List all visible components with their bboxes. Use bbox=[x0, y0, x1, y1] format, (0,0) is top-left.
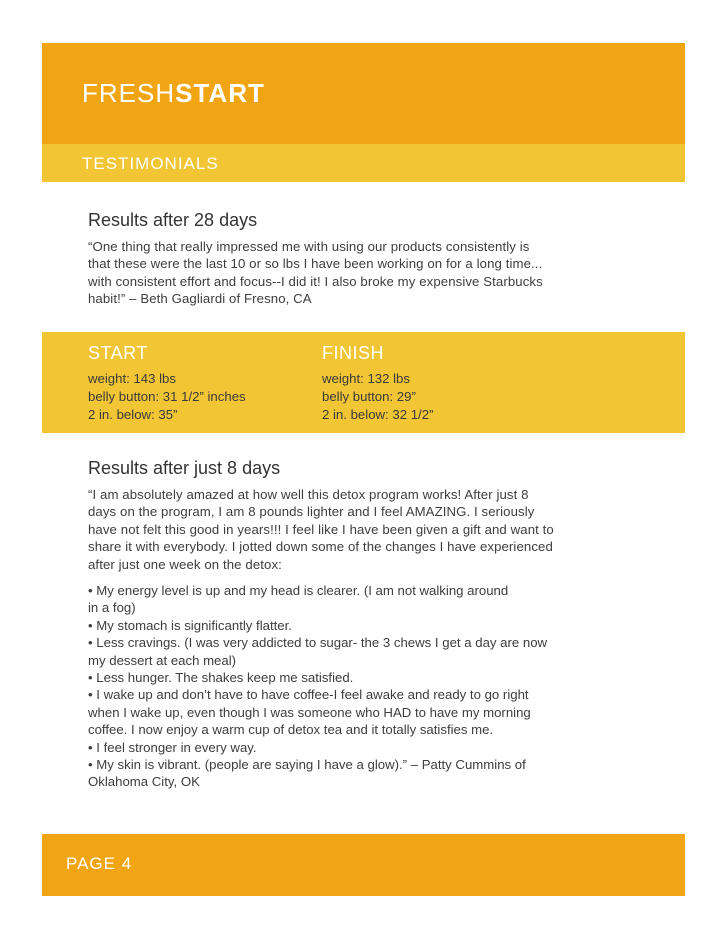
page-number: PAGE 4 bbox=[66, 854, 133, 873]
quote-line: “One thing that really impressed me with using our products consistently is bbox=[88, 239, 530, 254]
intro-line: days on the program, I am 8 pounds lighter and I feel AMAZING. I seriously bbox=[88, 504, 535, 520]
section-title: TESTIMONIALS bbox=[82, 154, 219, 173]
list-item: Oklahoma City, OK bbox=[88, 774, 200, 790]
finish-title: FINISH bbox=[322, 343, 385, 363]
intro-line: “I am absolutely amazed at how well this detox program works! After just 8 bbox=[88, 487, 529, 502]
changes-list bbox=[88, 582, 648, 791]
testimonial-1-title: Results after 28 days bbox=[88, 210, 258, 230]
start-belly-button: belly button: 31 1/2” inches bbox=[88, 389, 246, 404]
testimonial-1-quote bbox=[88, 238, 648, 308]
list-item: • I feel stronger in every way. bbox=[88, 739, 257, 755]
brand-light-text: FRESH bbox=[82, 78, 176, 108]
testimonial-2-intro bbox=[88, 486, 648, 573]
start-weight: weight: 143 lbs bbox=[88, 371, 176, 386]
finish-belly-button: belly button: 29” bbox=[322, 389, 416, 404]
finish-column bbox=[322, 343, 433, 424]
list-item: in a fog) bbox=[88, 600, 136, 616]
brand-bold-text: START bbox=[175, 78, 265, 108]
start-column bbox=[88, 343, 246, 424]
stats-band bbox=[42, 332, 685, 433]
quote-line: with consistent effort and focus--I did it! I also broke my expensive Starbucks bbox=[88, 273, 543, 289]
intro-line: share it with everybody. I jotted down some of the changes I have experienced bbox=[88, 539, 553, 555]
list-item: coffee. I now enjoy a warm cup of detox tea and it totally satisfies me. bbox=[88, 722, 494, 738]
header-band bbox=[42, 43, 685, 144]
list-item: • My energy level is up and my head is clearer. (I am not walking around bbox=[88, 583, 509, 598]
start-title: START bbox=[88, 343, 148, 363]
intro-line: after just one week on the detox: bbox=[88, 556, 282, 572]
brand-logo bbox=[82, 80, 265, 106]
intro-line: have not felt this good in years!!! I feel like I have been given a gift and want to bbox=[88, 521, 554, 537]
list-item: • Less cravings. (I was very addicted to sugar- the 3 chews I get a day are now bbox=[88, 635, 548, 651]
list-item: • I wake up and don’t have to have coffee-I feel awake and ready to go right bbox=[88, 687, 529, 703]
finish-weight: weight: 132 lbs bbox=[322, 371, 410, 386]
testimonial-2-title: Results after just 8 days bbox=[88, 458, 281, 478]
list-item: • Less hunger. The shakes keep me satisfied. bbox=[88, 670, 354, 686]
list-item: my dessert at each meal) bbox=[88, 652, 237, 668]
footer-band bbox=[42, 834, 685, 896]
list-item: • My stomach is significantly flatter. bbox=[88, 617, 292, 633]
quote-line: habit!” – Beth Gagliardi of Fresno, CA bbox=[88, 291, 312, 307]
list-item: when I wake up, even though I was someone who HAD to have my morning bbox=[88, 704, 531, 720]
finish-below: 2 in. below: 32 1/2” bbox=[322, 407, 434, 422]
list-item: • My skin is vibrant. (people are saying I have a glow).” – Patty Cummins of bbox=[88, 757, 526, 773]
section-bar bbox=[42, 144, 685, 182]
start-below: 2 in. below: 35” bbox=[88, 407, 178, 422]
quote-line: that these were the last 10 or so lbs I have been working on for a long time... bbox=[88, 256, 543, 272]
